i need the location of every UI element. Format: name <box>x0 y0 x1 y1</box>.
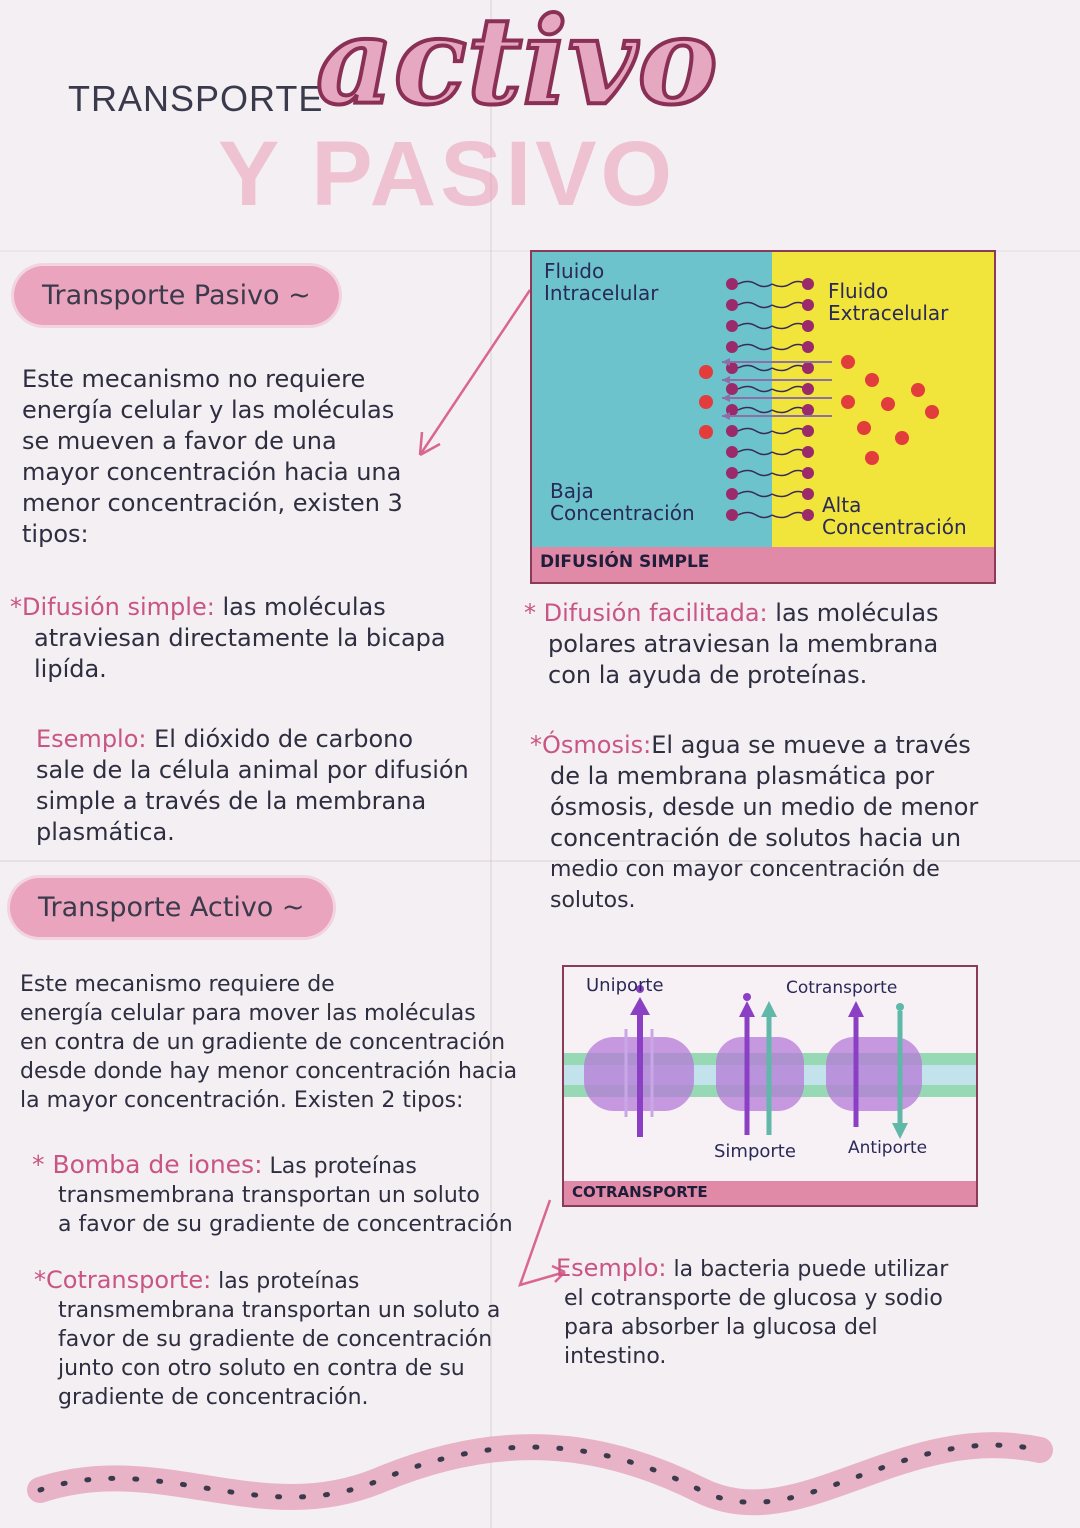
lipid-head-outer <box>802 404 814 416</box>
osmosis-note <box>530 730 1030 916</box>
lipid-tail <box>772 471 806 476</box>
activo-intro <box>20 970 530 1115</box>
cotransporte-label: Cotransporte <box>786 978 898 998</box>
lipid-head-outer <box>802 488 814 500</box>
ejemplo-text: plasmática. <box>36 818 175 846</box>
title-main: activo <box>316 0 718 132</box>
activo-intro-line: la mayor concentración. Existen 2 tipos: <box>20 1088 464 1113</box>
pasivo-intro <box>22 364 462 550</box>
lipid-head-outer <box>802 341 814 353</box>
lipid-tail <box>772 450 806 455</box>
cotransporte-text: transmembrana transportan un soluto a <box>58 1298 501 1323</box>
diagram-footer-label: COTRANSPORTE <box>572 1183 708 1201</box>
diffusion-arrow-head <box>722 394 730 402</box>
lipid-head-inner <box>726 488 738 500</box>
lipid-tail <box>772 366 806 371</box>
lipid-tail <box>738 303 772 308</box>
lipid-tail <box>772 282 806 287</box>
lipid-head-outer <box>802 467 814 479</box>
lipid-tail <box>772 429 806 434</box>
solute-molecule <box>699 395 713 409</box>
heading-transporte-activo: Transporte Activo ~ <box>10 878 333 937</box>
lipid-head-inner <box>726 446 738 458</box>
difusion-simple-text: las moléculas <box>214 593 386 621</box>
low-label-line: Baja <box>550 479 594 503</box>
lipid-head-outer <box>802 446 814 458</box>
lipid-head-inner <box>726 278 738 290</box>
difusion-simple-note <box>10 592 480 685</box>
facilitada-text: las moléculas <box>767 599 939 627</box>
ejemplo-text: El dióxido de carbono <box>146 725 414 753</box>
title-prefix: TRANSPORTE <box>68 78 324 119</box>
lipid-tail <box>738 387 772 392</box>
bomba-text: Las proteínas <box>262 1154 417 1179</box>
bomba-iones-note <box>32 1150 532 1239</box>
lipid-tail <box>772 387 806 392</box>
ejemplo-cotransporte-text: la bacteria puede utilizar <box>666 1257 949 1282</box>
lipid-head-inner <box>726 299 738 311</box>
osmosis-text: de la membrana plasmática por <box>550 762 935 790</box>
intra-label-line: Fluido <box>544 259 605 283</box>
lipid-tail <box>738 450 772 455</box>
lipid-tail <box>772 324 806 329</box>
bomba-text: transmembrana transportan un soluto <box>58 1183 480 1208</box>
lipid-tail <box>738 471 772 476</box>
facilitada-text: con la ayuda de proteínas. <box>548 661 868 689</box>
lipid-head-outer <box>802 509 814 521</box>
difusion-simple-text: lipída. <box>34 655 107 683</box>
solute-molecule <box>699 365 713 379</box>
solute-molecule <box>925 405 939 419</box>
lipid-tail <box>738 282 772 287</box>
cotransporte-ejemplo <box>556 1254 1026 1371</box>
bomba-text: a favor de su gradiente de concentración <box>58 1212 513 1237</box>
lipid-tail <box>738 429 772 434</box>
difusion-simple-ejemplo <box>36 724 486 848</box>
lipid-tail <box>772 303 806 308</box>
lipid-tail <box>738 513 772 518</box>
lipid-head-outer <box>802 425 814 437</box>
uniporte-label: Uniporte <box>586 975 664 996</box>
lipid-head-inner <box>726 467 738 479</box>
diagram-difusion-simple <box>530 250 996 584</box>
lipid-tail <box>738 324 772 329</box>
ejemplo-cotransporte-term: Esemplo: <box>556 1254 667 1282</box>
lipid-tail <box>772 408 806 413</box>
activo-intro-line: Este mecanismo requiere de <box>20 972 335 997</box>
ejemplo-text: simple a través de la membrana <box>36 787 427 815</box>
difusion-simple-term: *Difusión simple: <box>10 593 215 621</box>
pasivo-intro-line: Este mecanismo no requiere <box>22 365 366 393</box>
intra-label-line: Intracelular <box>544 281 659 305</box>
lipid-tail <box>738 408 772 413</box>
high-label-line: Concentración <box>822 515 967 539</box>
lipid-tail <box>772 513 806 518</box>
diffusion-arrow-head <box>722 376 730 384</box>
facilitada-text: polares atraviesan la membrana <box>548 630 939 658</box>
activo-intro-line: desde donde hay menor concentración hacia <box>20 1059 518 1084</box>
lipid-head-outer <box>802 383 814 395</box>
cotransporte-term: *Cotransporte: <box>34 1266 212 1294</box>
activo-intro-line: energía celular para mover las moléculas <box>20 1001 476 1026</box>
solute-molecule <box>841 355 855 369</box>
diffusion-arrow-head <box>722 358 730 366</box>
pasivo-intro-line: tipos: <box>22 520 89 548</box>
lipid-head-outer <box>802 278 814 290</box>
pasivo-intro-line: se mueven a favor de una <box>22 427 337 455</box>
cotransporte-text: favor de su gradiente de concentración <box>58 1327 493 1352</box>
heading-transporte-pasivo: Transporte Pasivo ~ <box>14 266 339 325</box>
bomba-term: * Bomba de iones: <box>32 1150 263 1179</box>
ejemplo-cotransporte-text: para absorber la glucosa del <box>564 1315 878 1340</box>
osmosis-text: concentración de solutos hacia un <box>550 824 962 852</box>
lipid-head-inner <box>726 341 738 353</box>
solute-molecule <box>865 451 879 465</box>
solute-molecule <box>865 373 879 387</box>
pasivo-intro-line: mayor concentración hacia una <box>22 458 402 486</box>
solute-molecule <box>881 397 895 411</box>
difusion-facilitada-note <box>524 598 994 691</box>
solute-molecule <box>841 395 855 409</box>
pasivo-intro-line: energía celular y las moléculas <box>22 396 395 424</box>
cotransporte-text: junto con otro soluto en contra de su <box>58 1356 465 1381</box>
solute-molecule <box>911 383 925 397</box>
antiporte-label: Antiporte <box>848 1138 928 1158</box>
lipid-tail <box>772 492 806 497</box>
lipid-head-inner <box>726 383 738 395</box>
high-label-line: Alta <box>822 493 862 517</box>
lipid-head-inner <box>726 320 738 332</box>
activo-intro-line: en contra de un gradiente de concentración <box>20 1030 506 1055</box>
ejemplo-cotransporte-text: intestino. <box>564 1344 667 1369</box>
lipid-head-inner <box>726 509 738 521</box>
extra-label-line: Extracelular <box>828 301 949 325</box>
osmosis-text: ósmosis, desde un medio de menor <box>550 793 979 821</box>
lipid-head-inner <box>726 425 738 437</box>
solute-molecule <box>699 425 713 439</box>
decorative-wave-border <box>0 1380 1080 1528</box>
facilitada-term: * Difusión facilitada: <box>524 599 768 627</box>
pasivo-intro-line: menor concentración, existen 3 <box>22 489 403 517</box>
extra-label <box>828 280 948 324</box>
diagram-cotransporte <box>562 965 978 1207</box>
osmosis-term: *Ósmosis: <box>530 731 652 759</box>
lipid-tail <box>738 366 772 371</box>
ejemplo-term: Esemplo: <box>36 725 147 753</box>
high-concentration-label <box>822 494 967 538</box>
solute-molecule <box>895 431 909 445</box>
low-label-line: Concentración <box>550 501 695 525</box>
cotransporte-text: gradiente de concentración. <box>58 1385 369 1410</box>
low-concentration-label <box>550 480 695 524</box>
osmosis-text: El agua se mueve a través <box>651 731 971 759</box>
diagram-footer-label: DIFUSIÓN SIMPLE <box>540 552 710 572</box>
intra-label <box>544 260 658 304</box>
extra-label-line: Fluido <box>828 279 889 303</box>
ejemplo-cotransporte-text: el cotransporte de glucosa y sodio <box>564 1286 943 1311</box>
solute-molecule <box>857 421 871 435</box>
diffusion-arrow-head <box>722 412 730 420</box>
simporte-label: Simporte <box>714 1141 796 1162</box>
lipid-tail <box>738 345 772 350</box>
ejemplo-text: sale de la célula animal por difusión <box>36 756 469 784</box>
lipid-tail <box>772 345 806 350</box>
arrow-to-diagram-icon <box>400 280 540 470</box>
osmosis-text: medio con mayor concentración de solutos. <box>550 857 940 913</box>
lipid-head-outer <box>802 362 814 374</box>
lipid-head-outer <box>802 320 814 332</box>
difusion-simple-text: atraviesan directamente la bicapa <box>34 624 446 652</box>
title-sub: Y PASIVO <box>218 123 677 225</box>
lipid-head-outer <box>802 299 814 311</box>
cotransporte-text: las proteínas <box>211 1269 360 1294</box>
lipid-tail <box>738 492 772 497</box>
